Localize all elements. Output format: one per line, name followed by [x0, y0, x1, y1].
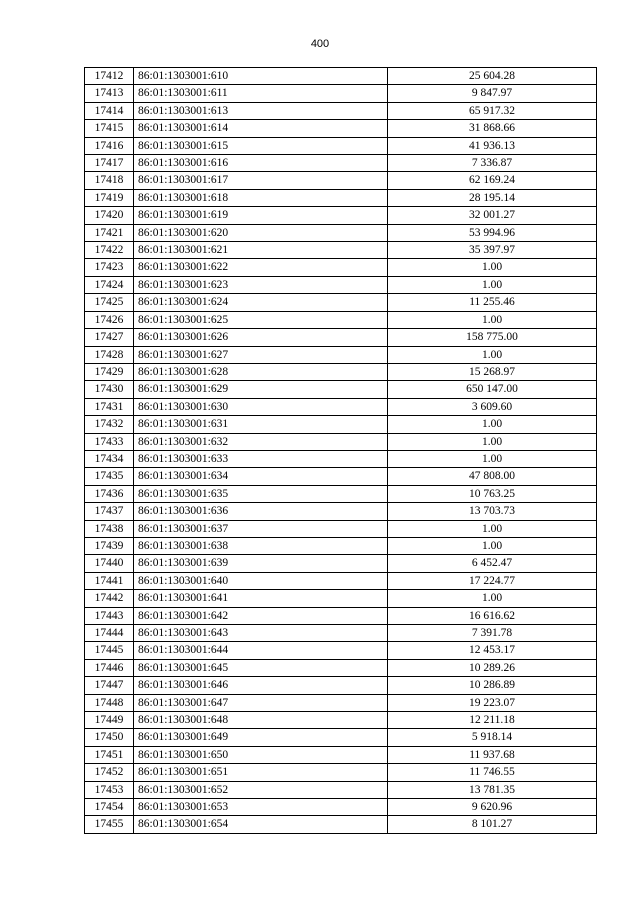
cadastral-number-cell: 86:01:1303001:627: [134, 346, 388, 363]
row-number-cell: 17415: [85, 120, 134, 137]
table-row: [85, 433, 597, 450]
row-number-cell: 17437: [85, 503, 134, 520]
cadastral-number-cell: 86:01:1303001:638: [134, 537, 388, 554]
value-cell: 12 211.18: [388, 712, 597, 729]
table-row: [85, 102, 597, 119]
row-number-cell: 17425: [85, 294, 134, 311]
row-number-cell: 17421: [85, 224, 134, 241]
row-number-cell: 17414: [85, 102, 134, 119]
row-number-cell: 17418: [85, 172, 134, 189]
value-cell: 11 255.46: [388, 294, 597, 311]
table-row: [85, 537, 597, 554]
table-row: [85, 764, 597, 781]
cadastral-number-cell: 86:01:1303001:616: [134, 155, 388, 172]
value-cell: 1.00: [388, 311, 597, 328]
row-number-cell: 17444: [85, 625, 134, 642]
cadastral-number-cell: 86:01:1303001:625: [134, 311, 388, 328]
table-row: [85, 520, 597, 537]
table-row: [85, 450, 597, 467]
row-number-cell: 17424: [85, 276, 134, 293]
table-row: [85, 294, 597, 311]
table-row: [85, 572, 597, 589]
page-number: 400: [310, 38, 330, 50]
table-row: [85, 242, 597, 259]
row-number-cell: 17420: [85, 207, 134, 224]
row-number-cell: 17440: [85, 555, 134, 572]
cadastral-number-cell: 86:01:1303001:632: [134, 433, 388, 450]
cadastral-number-cell: 86:01:1303001:648: [134, 712, 388, 729]
cadastral-number-cell: 86:01:1303001:629: [134, 381, 388, 398]
cadastral-number-cell: 86:01:1303001:639: [134, 555, 388, 572]
cadastral-number-cell: 86:01:1303001:647: [134, 694, 388, 711]
value-cell: 11 746.55: [388, 764, 597, 781]
value-cell: 31 868.66: [388, 120, 597, 137]
cadastral-number-cell: 86:01:1303001:611: [134, 85, 388, 102]
cadastral-number-cell: 86:01:1303001:610: [134, 68, 388, 85]
cadastral-number-cell: 86:01:1303001:650: [134, 746, 388, 763]
row-number-cell: 17454: [85, 799, 134, 816]
row-number-cell: 17439: [85, 537, 134, 554]
cadastral-number-cell: 86:01:1303001:618: [134, 189, 388, 206]
table-row: [85, 85, 597, 102]
cadastral-number-cell: 86:01:1303001:613: [134, 102, 388, 119]
value-cell: 1.00: [388, 259, 597, 276]
cadastral-number-cell: 86:01:1303001:636: [134, 503, 388, 520]
table-row: [85, 485, 597, 502]
table-row: [85, 729, 597, 746]
row-number-cell: 17455: [85, 816, 134, 833]
value-cell: 158 775.00: [388, 329, 597, 346]
cadastral-number-cell: 86:01:1303001:646: [134, 677, 388, 694]
cadastral-number-cell: 86:01:1303001:617: [134, 172, 388, 189]
row-number-cell: 17413: [85, 85, 134, 102]
table-row: [85, 137, 597, 154]
table-row: [85, 329, 597, 346]
table-row: [85, 694, 597, 711]
row-number-cell: 17423: [85, 259, 134, 276]
cadastral-number-cell: 86:01:1303001:649: [134, 729, 388, 746]
cadastral-value-table: [84, 67, 597, 834]
row-number-cell: 17448: [85, 694, 134, 711]
value-cell: 15 268.97: [388, 363, 597, 380]
table-row: [85, 799, 597, 816]
table-row: [85, 224, 597, 241]
value-cell: 28 195.14: [388, 189, 597, 206]
value-cell: 9 847.97: [388, 85, 597, 102]
cadastral-number-cell: 86:01:1303001:634: [134, 468, 388, 485]
table-row: [85, 468, 597, 485]
cadastral-number-cell: 86:01:1303001:652: [134, 781, 388, 798]
row-number-cell: 17419: [85, 189, 134, 206]
value-cell: 8 101.27: [388, 816, 597, 833]
table-row: [85, 398, 597, 415]
value-cell: 65 917.32: [388, 102, 597, 119]
row-number-cell: 17453: [85, 781, 134, 798]
value-cell: 11 937.68: [388, 746, 597, 763]
value-cell: 32 001.27: [388, 207, 597, 224]
table-row: [85, 363, 597, 380]
table-row: [85, 677, 597, 694]
value-cell: 10 763.25: [388, 485, 597, 502]
value-cell: 17 224.77: [388, 572, 597, 589]
value-cell: 1.00: [388, 276, 597, 293]
cadastral-number-cell: 86:01:1303001:628: [134, 363, 388, 380]
row-number-cell: 17426: [85, 311, 134, 328]
cadastral-number-cell: 86:01:1303001:631: [134, 416, 388, 433]
table-row: [85, 746, 597, 763]
value-cell: 10 286.89: [388, 677, 597, 694]
table-row: [85, 346, 597, 363]
row-number-cell: 17412: [85, 68, 134, 85]
table-row: [85, 781, 597, 798]
value-cell: 13 781.35: [388, 781, 597, 798]
row-number-cell: 17427: [85, 329, 134, 346]
row-number-cell: 17442: [85, 590, 134, 607]
table-row: [85, 276, 597, 293]
cadastral-number-cell: 86:01:1303001:644: [134, 642, 388, 659]
cadastral-number-cell: 86:01:1303001:623: [134, 276, 388, 293]
row-number-cell: 17416: [85, 137, 134, 154]
row-number-cell: 17446: [85, 659, 134, 676]
table-row: [85, 625, 597, 642]
row-number-cell: 17449: [85, 712, 134, 729]
value-cell: 53 994.96: [388, 224, 597, 241]
row-number-cell: 17430: [85, 381, 134, 398]
value-cell: 1.00: [388, 590, 597, 607]
table-row: [85, 607, 597, 624]
cadastral-number-cell: 86:01:1303001:633: [134, 450, 388, 467]
value-cell: 650 147.00: [388, 381, 597, 398]
value-cell: 16 616.62: [388, 607, 597, 624]
table-row: [85, 712, 597, 729]
row-number-cell: 17436: [85, 485, 134, 502]
value-cell: 62 169.24: [388, 172, 597, 189]
cadastral-number-cell: 86:01:1303001:620: [134, 224, 388, 241]
row-number-cell: 17422: [85, 242, 134, 259]
row-number-cell: 17428: [85, 346, 134, 363]
value-cell: 1.00: [388, 520, 597, 537]
row-number-cell: 17451: [85, 746, 134, 763]
cadastral-number-cell: 86:01:1303001:651: [134, 764, 388, 781]
cadastral-number-cell: 86:01:1303001:624: [134, 294, 388, 311]
table-row: [85, 659, 597, 676]
value-cell: 41 936.13: [388, 137, 597, 154]
table-row: [85, 172, 597, 189]
value-cell: 7 391.78: [388, 625, 597, 642]
row-number-cell: 17438: [85, 520, 134, 537]
row-number-cell: 17429: [85, 363, 134, 380]
table-row: [85, 503, 597, 520]
cadastral-number-cell: 86:01:1303001:641: [134, 590, 388, 607]
table-row: [85, 68, 597, 85]
table-row: [85, 155, 597, 172]
value-cell: 1.00: [388, 433, 597, 450]
cadastral-number-cell: 86:01:1303001:653: [134, 799, 388, 816]
row-number-cell: 17441: [85, 572, 134, 589]
table-row: [85, 555, 597, 572]
value-cell: 35 397.97: [388, 242, 597, 259]
cadastral-number-cell: 86:01:1303001:640: [134, 572, 388, 589]
value-cell: 1.00: [388, 416, 597, 433]
value-cell: 1.00: [388, 537, 597, 554]
cadastral-number-cell: 86:01:1303001:615: [134, 137, 388, 154]
value-cell: 1.00: [388, 450, 597, 467]
value-cell: 25 604.28: [388, 68, 597, 85]
value-cell: 19 223.07: [388, 694, 597, 711]
cadastral-number-cell: 86:01:1303001:626: [134, 329, 388, 346]
cadastral-number-cell: 86:01:1303001:642: [134, 607, 388, 624]
table-body: [85, 68, 597, 834]
value-cell: 10 289.26: [388, 659, 597, 676]
value-cell: 47 808.00: [388, 468, 597, 485]
cadastral-number-cell: 86:01:1303001:614: [134, 120, 388, 137]
row-number-cell: 17445: [85, 642, 134, 659]
row-number-cell: 17450: [85, 729, 134, 746]
cadastral-number-cell: 86:01:1303001:619: [134, 207, 388, 224]
row-number-cell: 17443: [85, 607, 134, 624]
value-cell: 1.00: [388, 346, 597, 363]
value-cell: 3 609.60: [388, 398, 597, 415]
table-row: [85, 207, 597, 224]
cadastral-number-cell: 86:01:1303001:622: [134, 259, 388, 276]
row-number-cell: 17433: [85, 433, 134, 450]
cadastral-number-cell: 86:01:1303001:621: [134, 242, 388, 259]
cadastral-number-cell: 86:01:1303001:637: [134, 520, 388, 537]
cadastral-number-cell: 86:01:1303001:630: [134, 398, 388, 415]
table-row: [85, 189, 597, 206]
cadastral-number-cell: 86:01:1303001:645: [134, 659, 388, 676]
value-cell: 6 452.47: [388, 555, 597, 572]
table-row: [85, 590, 597, 607]
value-cell: 13 703.73: [388, 503, 597, 520]
cadastral-number-cell: 86:01:1303001:654: [134, 816, 388, 833]
value-cell: 7 336.87: [388, 155, 597, 172]
table-row: [85, 381, 597, 398]
row-number-cell: 17431: [85, 398, 134, 415]
cadastral-number-cell: 86:01:1303001:643: [134, 625, 388, 642]
row-number-cell: 17432: [85, 416, 134, 433]
value-cell: 12 453.17: [388, 642, 597, 659]
value-cell: 9 620.96: [388, 799, 597, 816]
table-row: [85, 311, 597, 328]
row-number-cell: 17435: [85, 468, 134, 485]
table-row: [85, 259, 597, 276]
row-number-cell: 17434: [85, 450, 134, 467]
table-row: [85, 120, 597, 137]
cadastral-number-cell: 86:01:1303001:635: [134, 485, 388, 502]
table-row: [85, 642, 597, 659]
value-cell: 5 918.14: [388, 729, 597, 746]
table-row: [85, 816, 597, 833]
row-number-cell: 17452: [85, 764, 134, 781]
table-row: [85, 416, 597, 433]
row-number-cell: 17447: [85, 677, 134, 694]
row-number-cell: 17417: [85, 155, 134, 172]
